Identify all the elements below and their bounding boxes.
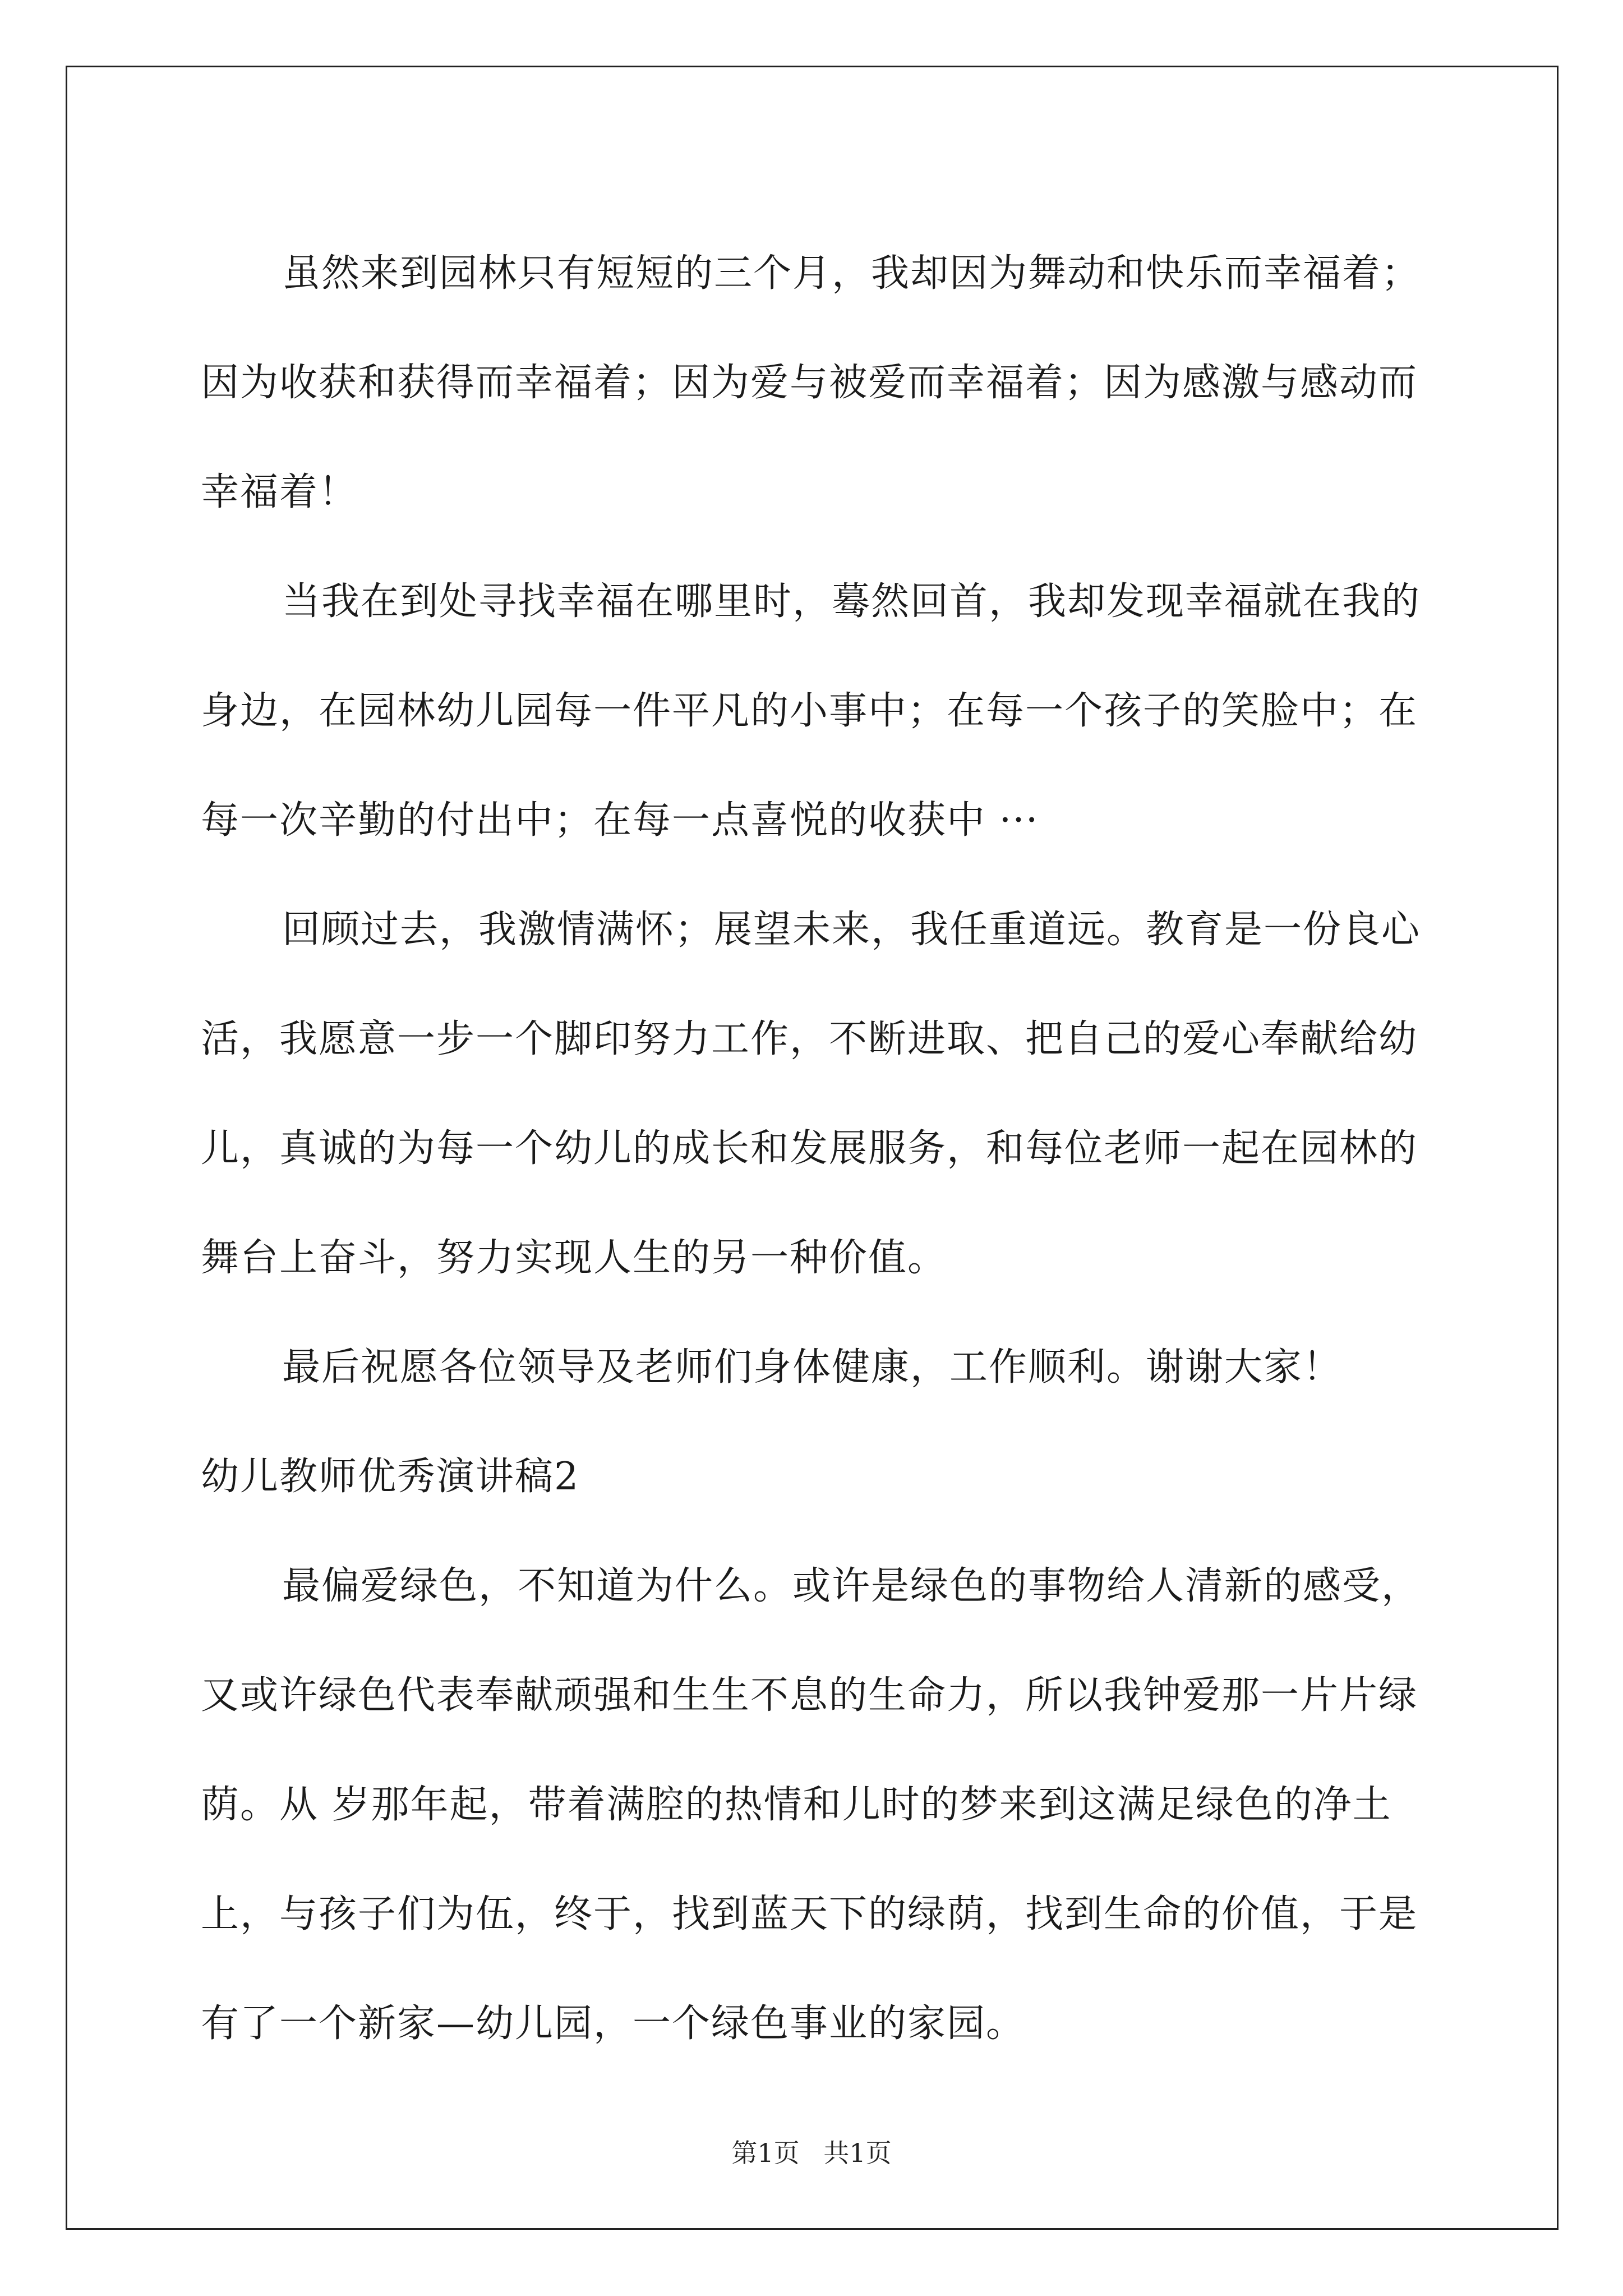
paragraph: 回顾过去，我激情满怀；展望未来，我任重道远。教育是一份良心活，我愿意一步一个脚印努力工作，不断进取、把自己的爱心奉献给幼儿，真诚的为每一个幼儿的成长和发展服务，和每位老师一起在园林的舞台上奋斗，努力实现人生的另一种价值。 [201,908,1421,1280]
document-body [201,219,1435,2078]
paragraph: 最偏爱绿色，不知道为什么。或许是绿色的事物给人清新的感受，又或许绿色代表奉献顽强和生生不息的生命力，所以我钟爱那一片片绿荫。从 岁那年起，带着满腔的热情和儿时的梦来到这满足绿色的净土上，与孩子们为伍，终于，找到蓝天下的绿荫，找到生命的价值，于是有了一个新家—幼儿园，一个绿色事业的家园。 [201,1564,1421,2046]
page-total: 共1页 [823,2138,892,2168]
paragraph: 虽然来到园林只有短短的三个月，我却因为舞动和快乐而幸福着；因为收获和获得而幸福着；因为爱与被爱而幸福着；因为感激与感动而幸福着！ [201,251,1421,514]
paragraph: 最后祝愿各位领导及老师们身体健康，工作顺利。谢谢大家！ [282,1345,1343,1389]
paragraph: 当我在到处寻找幸福在哪里时，蓦然回首，我却发现幸福就在我的身边，在园林幼儿园每一件平凡的小事中；在每一个孩子的笑脸中；在每一次辛勤的付出中；在每一点喜悦的收获中 ··· [201,579,1421,843]
page-number: 第1页 [731,2138,800,2168]
page-footer [0,2133,1623,2170]
section-heading: 幼儿教师优秀演讲稿2 [201,1455,580,1499]
